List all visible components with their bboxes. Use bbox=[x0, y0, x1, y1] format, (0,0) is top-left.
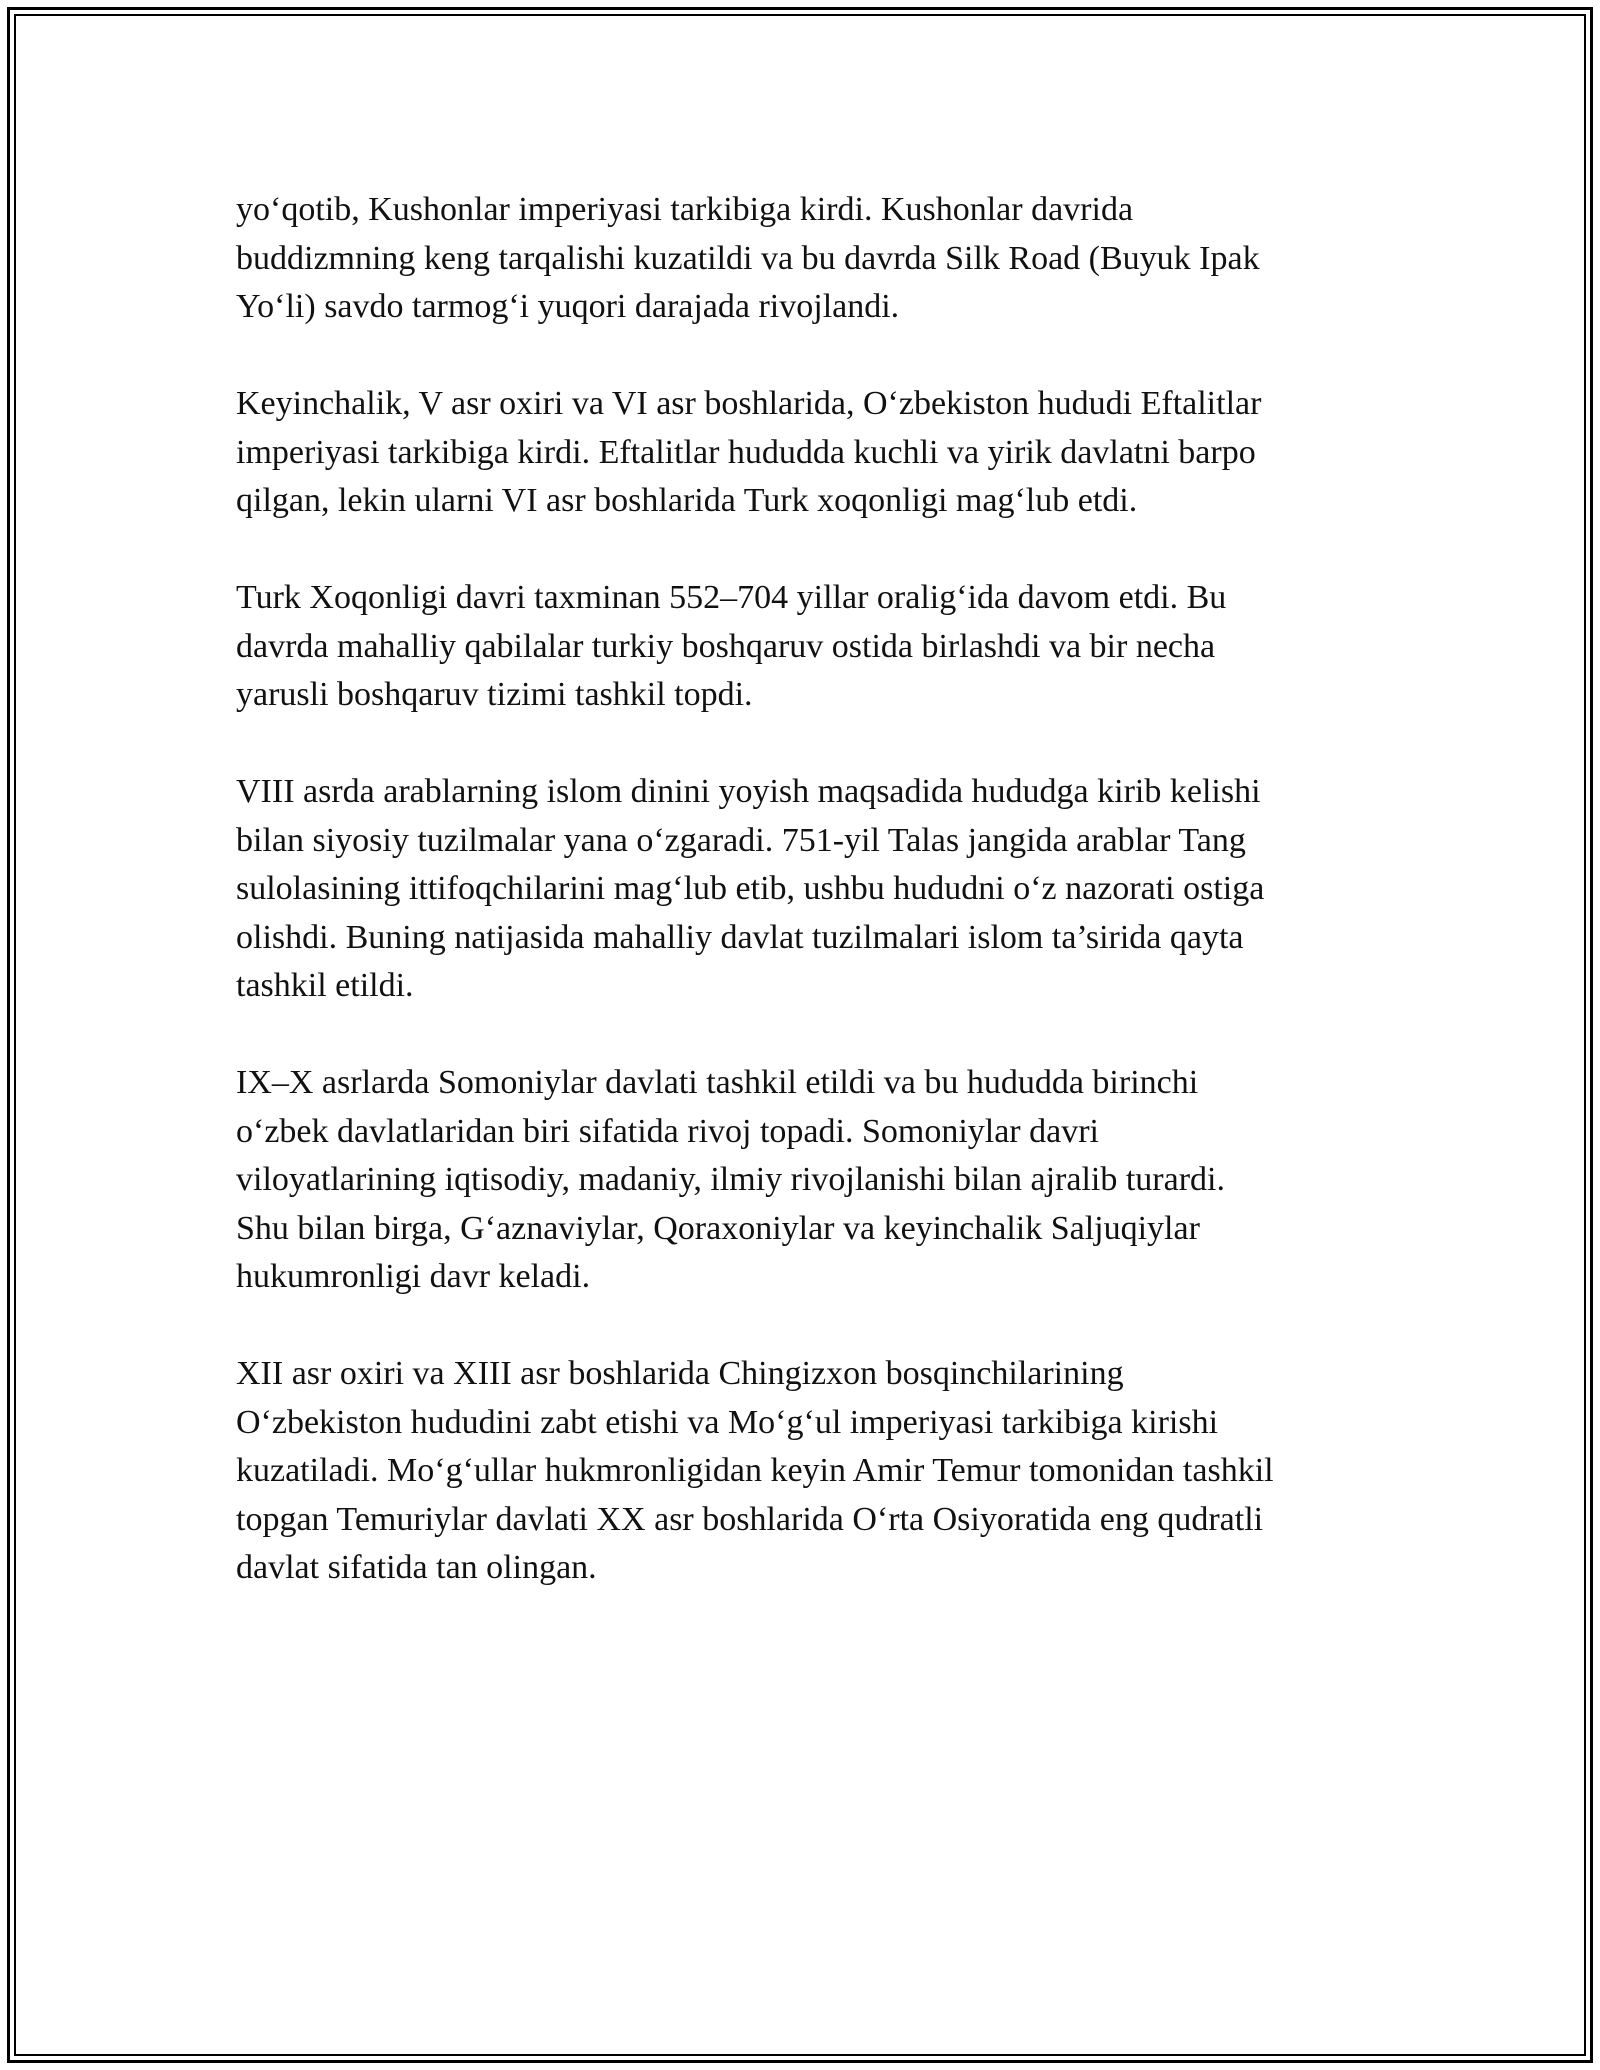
paragraph-kushon: yo‘qotib, Kushonlar imperiyasi tarkibiga kirdi. Kushonlar davrida buddizmning keng tarqalishi kuzatildi va bu davrda Silk Road (Buyuk Ipak Yo‘li) savdo tarmog‘i yuqori darajada rivojlandi. bbox=[236, 191, 1260, 325]
paragraph-chingizxon: XII asr oxiri va XIII asr boshlarida Chingizxon bosqinchilarining O‘zbekiston hududini zabt etishi va Mo‘g‘ul imperiyasi tarkibiga kirishi kuzatiladi. Mo‘g‘ullar hukmronligidan keyin Amir Temur tomonidan tashkil topgan Temuriylar davlati XX asr boshlarida O‘rta Osiyoratida eng qudratli davlat sifatida tan olingan. bbox=[236, 1355, 1274, 1586]
paragraph-arab: VIII asrda arablarning islom dinini yoyish maqsadida hududga kirib kelishi bilan siyosiy tuzilmalar yana o‘zgaradi. 751-yil Talas jangida arablar Tang sulolasining ittifoqchilarini mag‘lub etib, ushbu hududni o‘z nazorati ostiga olishdi. Buning natijasida mahalliy davlat tuzilmalari islom ta’sirida qayta tashkil etildi. bbox=[236, 773, 1265, 1004]
document-body bbox=[236, 186, 1366, 1641]
paragraph-eftalit: Keyinchalik, V asr oxiri va VI asr boshlarida, O‘zbekiston hududi Eftalitlar imperiyasi tarkibiga kirdi. Eftalitlar hududda kuchli va yirik davlatni barpo qilgan, lekin ularni VI asr boshlarida Turk xoqonligi mag‘lub etdi. bbox=[236, 385, 1262, 519]
paragraph-turk-xoqonligi: Turk Xoqonligi davri taxminan 552–704 yillar oralig‘ida davom etdi. Bu davrda mahalliy qabilalar turkiy boshqaruv ostida birlashdi va bir necha yarusli boshqaruv tizimi tashkil topdi. bbox=[236, 579, 1227, 713]
paragraph-somoniy: IX–X asrlarda Somoniylar davlati tashkil etildi va bu hududda birinchi o‘zbek davlatlaridan biri sifatida rivoj topadi. Somoniylar davri viloyatlarining iqtisodiy, madaniy, ilmiy rivojlanishi bilan ajralib turardi. Shu bilan birga, G‘aznaviylar, Qoraxoniylar va keyinchalik Saljuqiylar hukumronligi davr keladi. bbox=[236, 1064, 1225, 1295]
